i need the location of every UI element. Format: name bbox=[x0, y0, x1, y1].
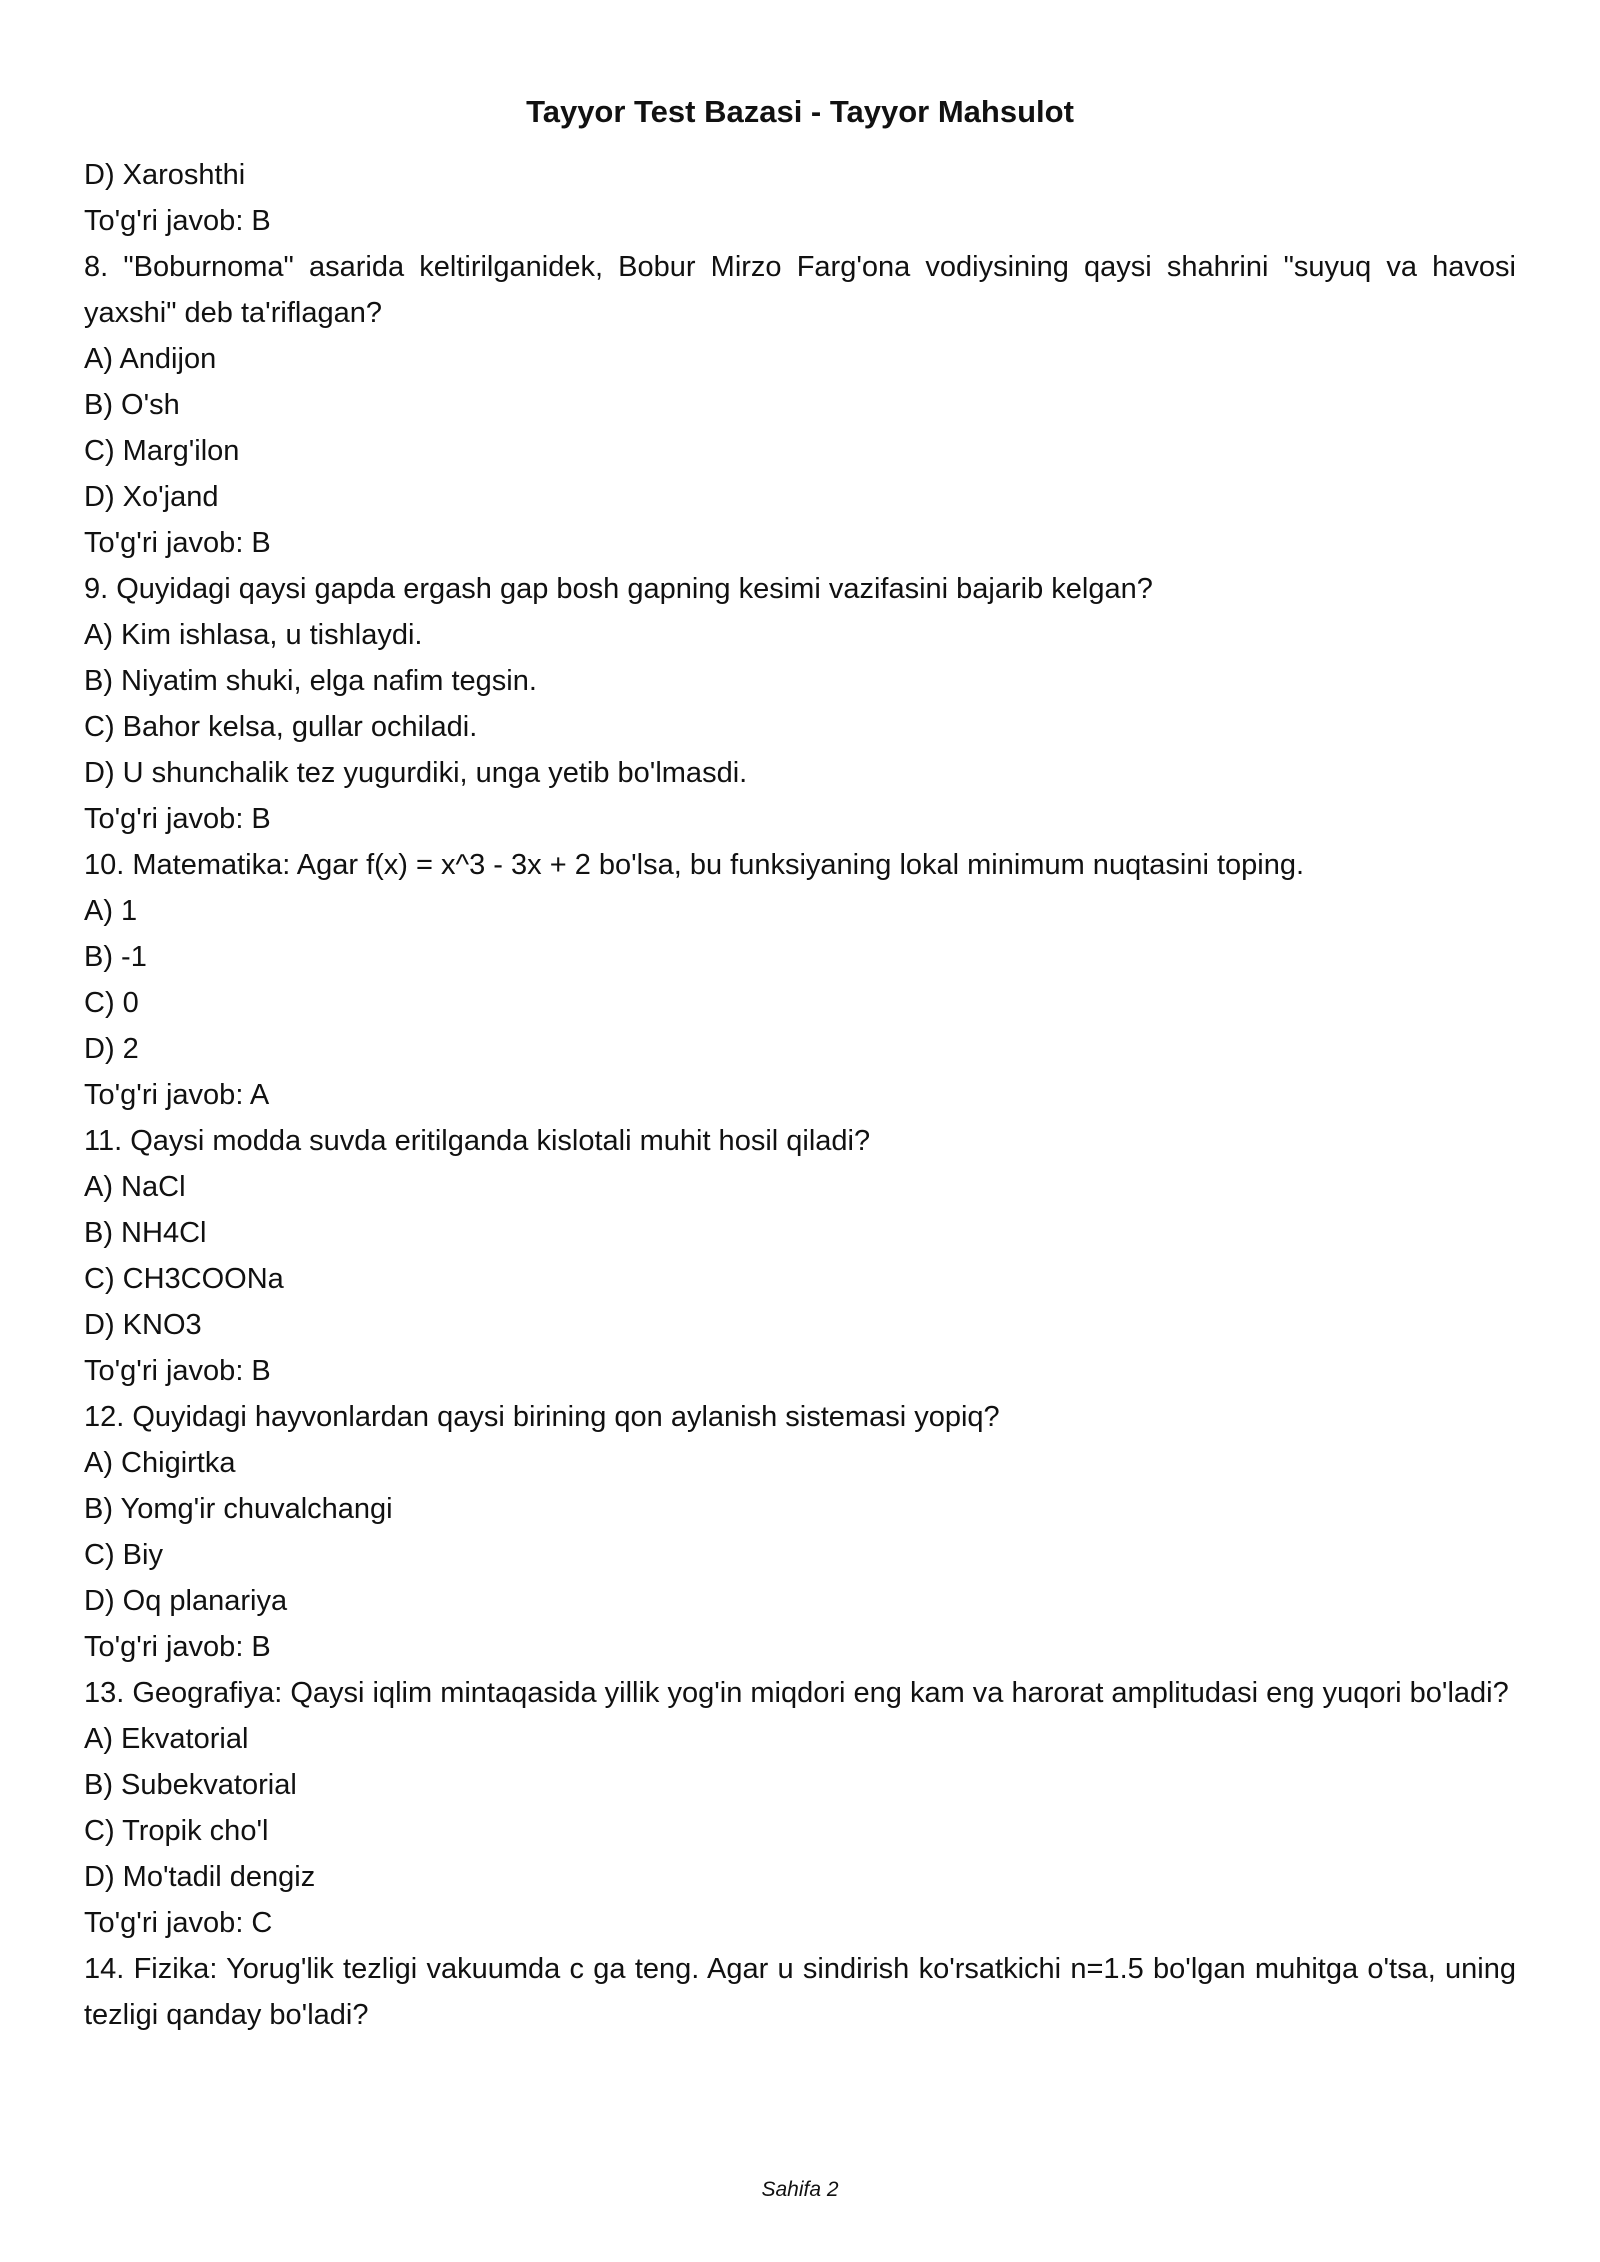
option-item: D) Oq planariya bbox=[84, 1585, 288, 1617]
question-block bbox=[84, 1118, 1516, 1394]
answer-line: To'g'ri javob: C bbox=[84, 1907, 273, 1939]
question-text: 9. Quyidagi qaysi gapda ergash gap bosh gapning kesimi vazifasini bajarib kelgan? bbox=[84, 573, 1153, 605]
question-block bbox=[84, 1394, 1516, 1670]
option-item: A) Ekvatorial bbox=[84, 1723, 249, 1755]
question-block bbox=[84, 1946, 1516, 2038]
test-content bbox=[84, 152, 1516, 2038]
question-block bbox=[84, 566, 1516, 842]
option-item: B) -1 bbox=[84, 941, 147, 973]
option-item: C) Tropik cho'l bbox=[84, 1815, 269, 1847]
question-text: 11. Qaysi modda suvda eritilganda kislotali muhit hosil qiladi? bbox=[84, 1125, 871, 1157]
option-item: C) Marg'ilon bbox=[84, 435, 240, 467]
option-item: C) Biy bbox=[84, 1539, 163, 1571]
option-item: C) CH3COONa bbox=[84, 1263, 284, 1295]
option-item: C) Bahor kelsa, gullar ochiladi. bbox=[84, 711, 478, 743]
carryover-block bbox=[84, 152, 1516, 244]
option-item: B) Yomg'ir chuvalchangi bbox=[84, 1493, 393, 1525]
option-item: D) KNO3 bbox=[84, 1309, 202, 1341]
question-block bbox=[84, 1670, 1516, 1946]
option-item: D) Xo'jand bbox=[84, 481, 219, 513]
option-item: B) NH4Cl bbox=[84, 1217, 207, 1249]
option-item: A) 1 bbox=[84, 895, 138, 927]
option-item: D) Mo'tadil dengiz bbox=[84, 1861, 316, 1893]
question-text: 13. Geografiya: Qaysi iqlim mintaqasida yillik yog'in miqdori eng kam va harorat amplitudasi eng yuqori bo'ladi? bbox=[84, 1677, 1509, 1709]
answer-line: To'g'ri javob: B bbox=[84, 1355, 271, 1387]
answer-line: To'g'ri javob: B bbox=[84, 205, 271, 237]
option-item: A) Andijon bbox=[84, 343, 217, 375]
option-item: B) Subekvatorial bbox=[84, 1769, 297, 1801]
answer-line: To'g'ri javob: B bbox=[84, 1631, 271, 1663]
question-text: 8. "Boburnoma" asarida keltirilganidek, Bobur Mirzo Farg'ona vodiysining qaysi shahrini "suyuq va havosi yaxshi" deb ta'riflagan? bbox=[84, 251, 1516, 329]
answer-line: To'g'ri javob: A bbox=[84, 1079, 270, 1111]
question-block bbox=[84, 244, 1516, 566]
option-item: D) 2 bbox=[84, 1033, 139, 1065]
question-text: 14. Fizika: Yorug'lik tezligi vakuumda c ga teng. Agar u sindirish ko'rsatkichi n=1.5 bo'lgan muhitga o'tsa, uning tezligi qanday bo'ladi? bbox=[84, 1953, 1516, 2031]
question-list bbox=[84, 244, 1516, 2038]
option-item: D) Xaroshthi bbox=[84, 159, 246, 191]
option-item: B) Niyatim shuki, elga nafim tegsin. bbox=[84, 665, 537, 697]
page-number: Sahifa 2 bbox=[761, 2178, 839, 2201]
option-item: D) U shunchalik tez yugurdiki, unga yetib bo'lmasdi. bbox=[84, 757, 748, 789]
option-item: A) Chigirtka bbox=[84, 1447, 236, 1479]
question-text: 12. Quyidagi hayvonlardan qaysi birining qon aylanish sistemasi yopiq? bbox=[84, 1401, 1000, 1433]
question-text: 10. Matematika: Agar f(x) = x^3 - 3x + 2 bo'lsa, bu funksiyaning lokal minimum nuqtasini toping. bbox=[84, 849, 1305, 881]
option-item: B) O'sh bbox=[84, 389, 180, 421]
page-title: Tayyor Test Bazasi - Tayyor Mahsulot bbox=[526, 94, 1074, 129]
answer-line: To'g'ri javob: B bbox=[84, 527, 271, 559]
option-item: C) 0 bbox=[84, 987, 139, 1019]
answer-line: To'g'ri javob: B bbox=[84, 803, 271, 835]
option-item: A) NaCl bbox=[84, 1171, 186, 1203]
question-block bbox=[84, 842, 1516, 1118]
option-item: A) Kim ishlasa, u tishlaydi. bbox=[84, 619, 423, 651]
